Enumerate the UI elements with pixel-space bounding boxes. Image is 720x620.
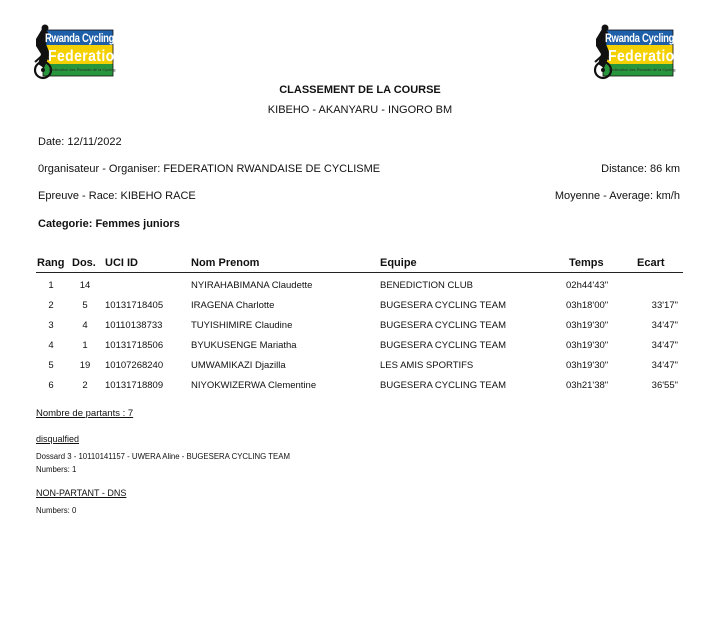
logo-tagline: Federation des Rwanda de la Cycling xyxy=(49,67,116,72)
cell-dos: 2 xyxy=(82,380,88,391)
col-header-dos: Dos. xyxy=(72,257,96,269)
category-line: Categorie: Femmes juniors xyxy=(38,218,180,230)
cell-equipe: BUGESERA CYCLING TEAM xyxy=(380,320,506,331)
cell-uci: 10131718405 xyxy=(105,300,164,311)
cell-equipe: BENEDICTION CLUB xyxy=(380,280,473,291)
col-header-rang: Rang xyxy=(37,257,65,269)
logo-title-top: Rwanda Cycling xyxy=(605,32,675,46)
cell-temps: 03h18'00" xyxy=(566,300,609,311)
logo-title-top: Rwanda Cycling xyxy=(45,32,115,46)
table-row xyxy=(0,300,720,320)
col-header-equipe: Equipe xyxy=(380,257,417,269)
col-header-uci: UCI ID xyxy=(105,257,138,269)
cell-temps: 03h19'30" xyxy=(566,340,609,351)
cell-dos: 4 xyxy=(82,320,88,331)
cell-ecart: 36'55" xyxy=(651,380,678,391)
cell-rang: 1 xyxy=(48,280,54,291)
cell-ecart: 34'47" xyxy=(651,360,678,371)
logo-tagline: Federation des Rwanda de la Cycling xyxy=(609,67,676,72)
cell-rang: 5 xyxy=(48,360,54,371)
cell-rang: 2 xyxy=(48,300,54,311)
disqualified-detail: Dossard 3 - 10110141157 - UWERA Aline - BUGESERA CYCLING TEAM xyxy=(36,452,290,461)
cell-temps: 03h19'30" xyxy=(566,360,609,371)
table-row xyxy=(0,280,720,300)
cell-rang: 3 xyxy=(48,320,54,331)
dns-heading: NON-PARTANT - DNS xyxy=(36,488,127,498)
cell-equipe: BUGESERA CYCLING TEAM xyxy=(380,340,506,351)
cell-uci: 10110138733 xyxy=(105,320,163,331)
cell-nom: NYIRAHABIMANA Claudette xyxy=(191,280,313,291)
cell-nom: IRAGENA Charlotte xyxy=(191,300,275,311)
cell-nom: NIYOKWIZERWA Clementine xyxy=(191,380,317,391)
cell-uci: 10131718809 xyxy=(105,380,164,391)
average-speed-line: Moyenne - Average: km/h xyxy=(554,190,680,202)
cell-nom: BYUKUSENGE Mariatha xyxy=(191,340,297,351)
cell-dos: 1 xyxy=(82,340,88,351)
table-row xyxy=(0,340,720,360)
cell-rang: 4 xyxy=(48,340,54,351)
cell-temps: 03h19'30" xyxy=(566,320,609,331)
cell-uci: 10131718506 xyxy=(105,340,164,351)
cell-ecart: 34'47" xyxy=(651,340,678,351)
cell-temps: 02h44'43" xyxy=(566,280,609,291)
col-header-temps: Temps xyxy=(569,257,604,269)
cell-equipe: BUGESERA CYCLING TEAM xyxy=(380,300,506,311)
cell-rang: 6 xyxy=(48,380,54,391)
document-title: CLASSEMENT DE LA COURSE xyxy=(279,84,441,96)
col-header-ecart: Ecart xyxy=(637,257,665,269)
organiser-line: 0rganisateur - Organiser: FEDERATION RWANDAISE DE CYCLISME xyxy=(38,163,381,175)
cell-ecart: 34'47" xyxy=(651,320,678,331)
cell-nom: UMWAMIKAZI Djazilla xyxy=(191,360,286,371)
federation-logo-right xyxy=(592,24,684,80)
federation-logo-left xyxy=(32,24,124,80)
distance-line: Distance: 86 km xyxy=(601,163,680,175)
dns-numbers: Numbers: 0 xyxy=(36,506,77,515)
disqualified-numbers: Numbers: 1 xyxy=(36,465,77,474)
cell-equipe: LES AMIS SPORTIFS xyxy=(380,360,474,371)
race-date: Date: 12/11/2022 xyxy=(38,136,122,148)
logo-title-main: Federation xyxy=(608,46,684,65)
cell-dos: 19 xyxy=(79,360,91,371)
header-divider xyxy=(36,272,683,273)
cell-dos: 5 xyxy=(82,300,88,311)
cell-uci: 10107268240 xyxy=(105,360,164,371)
cell-ecart: 33'17" xyxy=(651,300,678,311)
race-name-line: Epreuve - Race: KIBEHO RACE xyxy=(38,190,196,202)
cell-temps: 03h21'38" xyxy=(566,380,609,391)
disqualified-heading: disqualfied xyxy=(36,434,80,444)
table-row xyxy=(0,360,720,380)
race-route: KIBEHO - AKANYARU - INGORO BM xyxy=(267,104,453,116)
cell-nom: TUYISHIMIRE Claudine xyxy=(191,320,293,331)
table-row xyxy=(0,320,720,340)
cell-equipe: BUGESERA CYCLING TEAM xyxy=(380,380,506,391)
logo-title-main: Federation xyxy=(48,46,124,65)
table-row xyxy=(0,380,720,400)
cell-dos: 14 xyxy=(79,280,91,291)
starters-count: Nombre de partants : 7 xyxy=(36,408,134,419)
col-header-nom: Nom Prenom xyxy=(191,257,260,269)
